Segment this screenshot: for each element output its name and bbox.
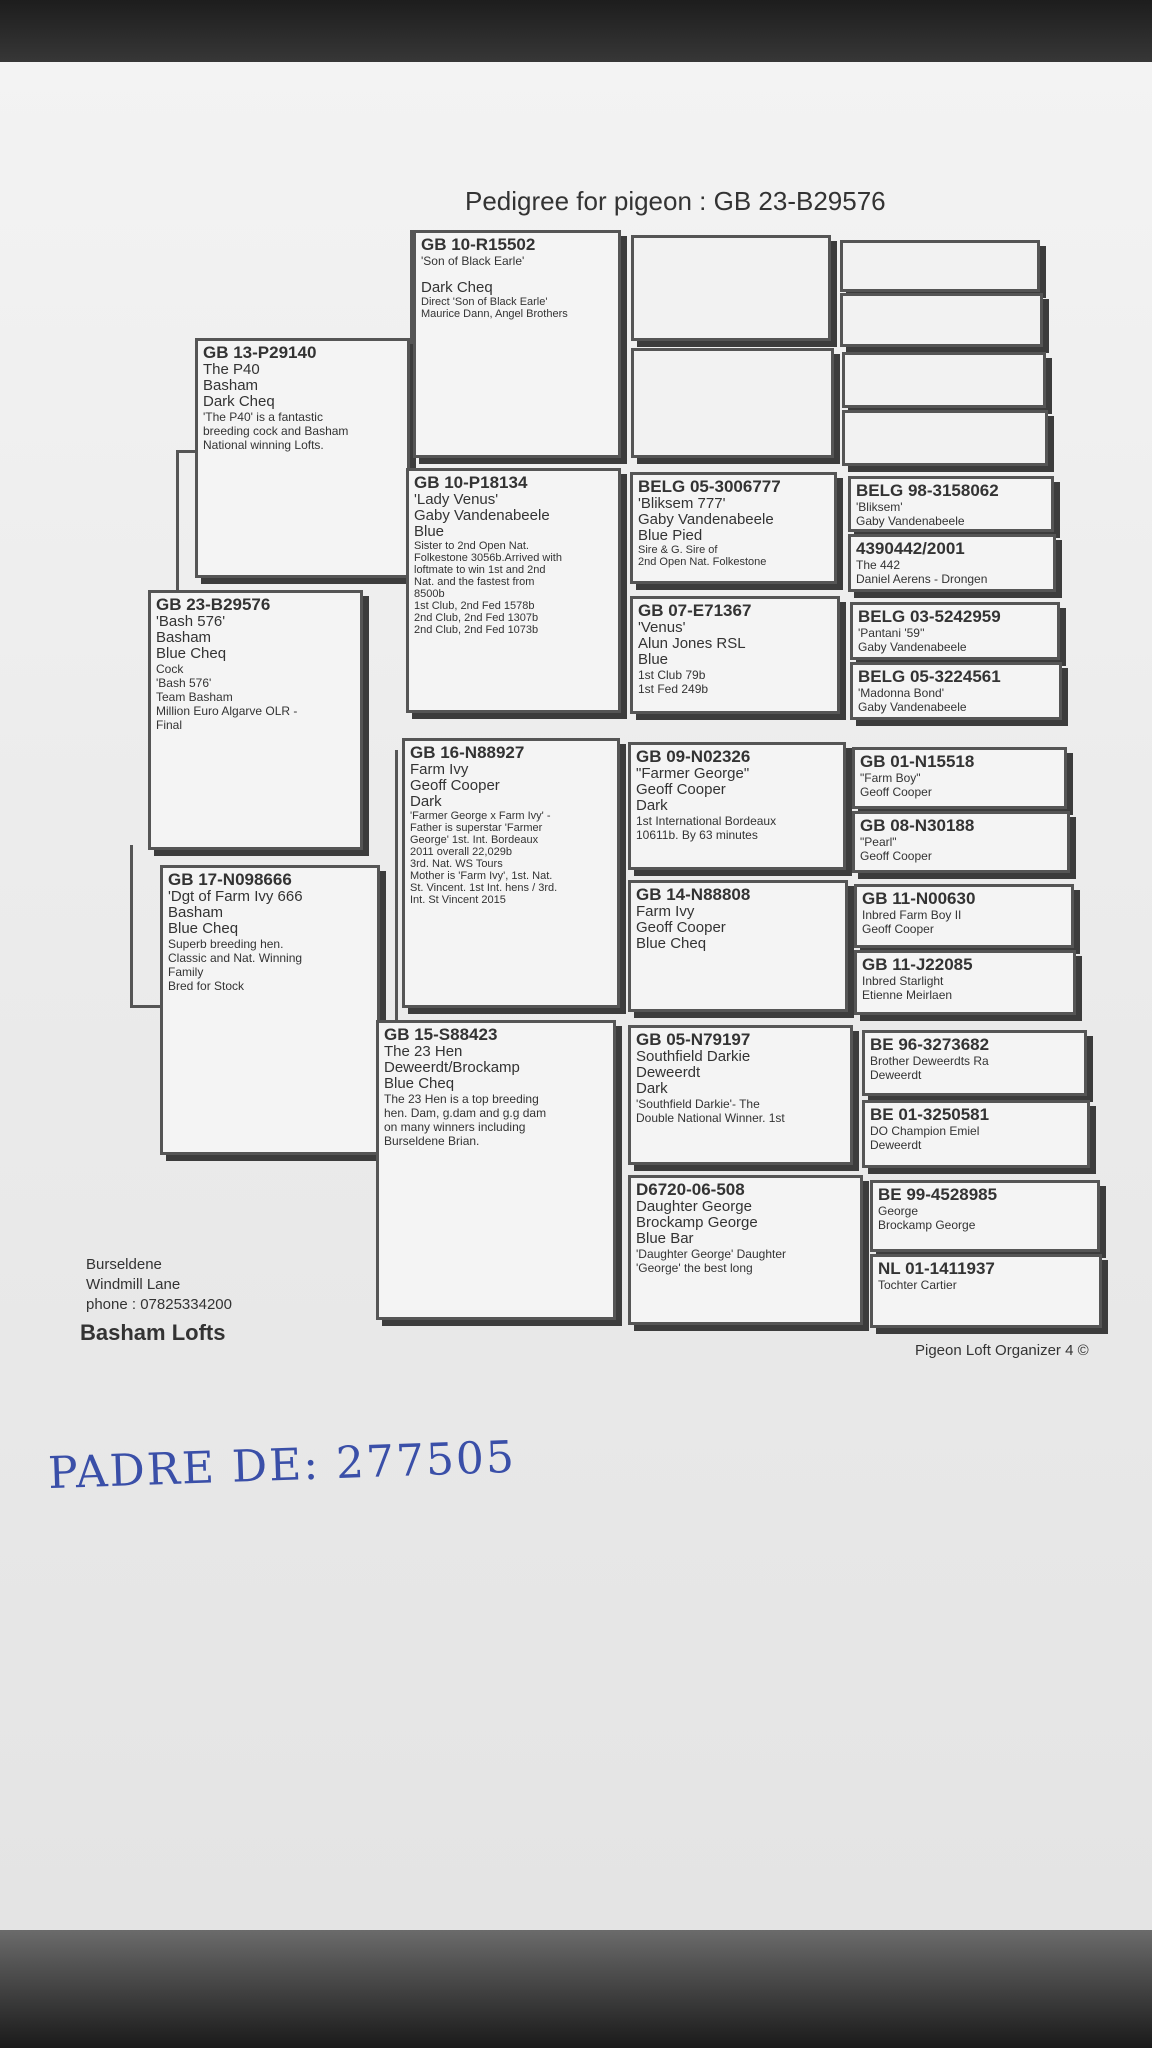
pigeon-id: GB 13-P29140 <box>203 343 317 362</box>
pigeon-name: Farm Ivy <box>410 761 469 778</box>
sire-dam-sire-card <box>630 472 837 584</box>
breeder: Gaby Vandenabeele <box>414 507 550 524</box>
great-grandparent-card <box>870 1254 1102 1328</box>
breeder: Gaby Vandenabeele <box>638 511 774 528</box>
note: 1st Fed 249b <box>638 682 709 696</box>
note: 8500b <box>414 588 445 600</box>
note: Mother is 'Farm Ivy', 1st. Nat. <box>410 870 553 882</box>
sire-sire-card <box>413 230 621 458</box>
note: Maurice Dann, Angel Brothers <box>421 308 568 320</box>
great-grandparent-card <box>854 950 1076 1015</box>
note: 3rd. Nat. WS Tours <box>410 858 503 870</box>
breeder: Deweerdt <box>870 1068 922 1082</box>
bottom-dark-band <box>0 1930 1152 2048</box>
dam-sire-sire-card <box>628 742 846 870</box>
colour: Dark Cheq <box>203 393 275 410</box>
pigeon-name: Farm Ivy <box>636 903 695 920</box>
note: breeding cock and Basham <box>203 424 349 438</box>
breeder: Gaby Vandenabeele <box>858 700 967 714</box>
sire-card <box>195 338 410 578</box>
pigeon-name: DO Champion Emiel <box>870 1124 980 1138</box>
colour: Blue Cheq <box>168 920 239 937</box>
pigeon-name: 'Pantani '59'' <box>858 626 925 640</box>
empty-card <box>840 240 1040 292</box>
note: St. Vincent. 1st Int. hens / 3rd. <box>410 882 558 894</box>
pigeon-id: GB 08-N30188 <box>860 816 975 835</box>
pigeon-name: 'Bash 576' <box>156 613 226 630</box>
pigeon-id: BELG 03-5242959 <box>858 607 1001 626</box>
note: Double National Winner. 1st <box>636 1111 785 1125</box>
pigeon-id: BELG 98-3158062 <box>856 481 999 500</box>
note: 'Bash 576' <box>156 676 212 690</box>
note: 2nd Club, 2nd Fed 1073b <box>414 624 539 636</box>
lofts-name: Basham Lofts <box>80 1320 226 1345</box>
great-grandparent-card <box>850 662 1062 720</box>
pigeon-id: BE 96-3273682 <box>870 1035 990 1054</box>
note: Million Euro Algarve OLR - <box>156 704 298 718</box>
great-grandparent-card <box>848 534 1056 592</box>
colour: Dark <box>636 1080 668 1097</box>
connector-line <box>130 1005 160 1008</box>
colour: Blue Pied <box>638 527 703 544</box>
great-grandparent-card <box>854 884 1074 948</box>
pigeon-id: GB 05-N79197 <box>636 1030 751 1049</box>
breeder: Geoff Cooper <box>636 781 726 798</box>
phone: phone : 07825334200 <box>86 1296 232 1313</box>
dam-dam-sire-card <box>628 1025 853 1165</box>
colour: Blue Cheq <box>156 645 227 662</box>
breeder: Geoff Cooper <box>862 922 934 936</box>
pigeon-id: GB 11-J22085 <box>862 955 973 974</box>
pigeon-id: GB 15-S88423 <box>384 1025 498 1044</box>
note: on many winners including <box>384 1120 526 1134</box>
note: 2nd Club, 2nd Fed 1307b <box>414 612 539 624</box>
breeder: Etienne Meirlaen <box>862 988 953 1002</box>
pigeon-id: BE 01-3250581 <box>870 1105 990 1124</box>
colour: Blue Cheq <box>384 1075 455 1092</box>
subject-card <box>148 590 363 850</box>
breeder: Geoff Cooper <box>636 919 726 936</box>
pigeon-id: GB 10-P18134 <box>414 473 528 492</box>
breeder: Brockamp George <box>878 1218 976 1232</box>
colour: Blue Cheq <box>636 935 707 952</box>
note: Nat. and the fastest from <box>414 576 535 588</box>
great-grandparent-card <box>852 811 1070 873</box>
colour: Dark <box>410 793 442 810</box>
pigeon-name: 'Son of Black Earle' <box>421 254 525 268</box>
pigeon-name: 'Dgt of Farm Ivy 666 <box>168 888 303 905</box>
pigeon-name: Southfield Darkie <box>636 1048 751 1065</box>
handwritten-note: PADRE DE: 277505 <box>47 1431 517 1500</box>
great-grandparent-card <box>870 1180 1100 1252</box>
pigeon-id: GB 07-E71367 <box>638 601 752 620</box>
note: 'Southfield Darkie'- The <box>636 1097 760 1111</box>
empty-card <box>842 352 1046 408</box>
note: Direct 'Son of Black Earle' <box>421 296 548 308</box>
pigeon-name: "Farmer George" <box>636 765 750 782</box>
dam-dam-card <box>376 1020 616 1320</box>
note: Folkestone 3056b.Arrived with <box>414 552 562 564</box>
note: 2nd Open Nat. Folkestone <box>638 556 767 568</box>
note: The 23 Hen is a top breeding <box>384 1092 539 1106</box>
pigeon-name: Inbred Starlight <box>862 974 944 988</box>
breeder: Brockamp George <box>636 1214 758 1231</box>
pigeon-id: GB 01-N15518 <box>860 752 975 771</box>
note: 1st Club, 2nd Fed 1578b <box>414 600 535 612</box>
address-line: Windmill Lane <box>86 1276 181 1293</box>
pigeon-id: D6720-06-508 <box>636 1180 745 1199</box>
note: Team Basham <box>156 690 233 704</box>
note: loftmate to win 1st and 2nd <box>414 564 546 576</box>
breeder: Basham <box>156 629 212 646</box>
colour: Blue <box>638 651 669 668</box>
note: Sister to 2nd Open Nat. <box>414 540 529 552</box>
breeder: Geoff Cooper <box>410 777 500 794</box>
pigeon-name: Brother Deweerdts Ra <box>870 1054 989 1068</box>
dam-card <box>160 865 380 1155</box>
software-credit: Pigeon Loft Organizer 4 © <box>915 1342 1089 1359</box>
note: Cock <box>156 662 184 676</box>
note: Sire & G. Sire of <box>638 544 718 556</box>
breeder: Gaby Vandenabeele <box>856 514 965 528</box>
pigeon-name: "Farm Boy" <box>860 771 921 785</box>
pigeon-name: 'Bliksem' <box>856 500 903 514</box>
sire-dam-dam-card <box>630 596 840 714</box>
note: 1st Club 79b <box>638 668 706 682</box>
breeder: Deweerdt <box>636 1064 701 1081</box>
breeder: Geoff Cooper <box>860 785 932 799</box>
great-grandparent-card <box>848 476 1054 532</box>
empty-card <box>631 348 834 458</box>
breeder: Geoff Cooper <box>860 849 932 863</box>
pigeon-id: GB 23-B29576 <box>156 595 271 614</box>
pigeon-id: GB 09-N02326 <box>636 747 751 766</box>
pigeon-name: Inbred Farm Boy II <box>862 908 962 922</box>
note: 'George' the best long <box>636 1261 753 1275</box>
note: 2011 overall 22,029b <box>410 846 512 858</box>
pigeon-name: 'Bliksem 777' <box>638 495 726 512</box>
sire-dam-card <box>406 468 621 713</box>
connector-line <box>395 750 398 1050</box>
pigeon-id: GB 17-N098666 <box>168 870 292 889</box>
note: Bred for Stock <box>168 979 245 993</box>
note: Burseldene Brian. <box>384 1134 480 1148</box>
pigeon-name: 'Madonna Bond' <box>858 686 944 700</box>
pigeon-id: GB 11-N00630 <box>862 889 976 908</box>
great-grandparent-card <box>862 1100 1090 1168</box>
top-dark-band <box>0 0 1152 70</box>
note: 'The P40' is a fantastic <box>203 410 323 424</box>
breeder: Basham <box>203 377 259 394</box>
pigeon-name: 'Lady Venus' <box>414 491 499 508</box>
breeder: Deweerdt <box>870 1138 922 1152</box>
breeder: Deweerdt/Brockamp <box>384 1059 520 1076</box>
note: 10611b. By 63 minutes <box>636 828 758 842</box>
dam-sire-card <box>402 738 620 1008</box>
note: Final <box>156 718 183 732</box>
connector-line <box>176 450 179 590</box>
dam-dam-dam-card <box>628 1175 863 1325</box>
pigeon-name: Daughter George <box>636 1198 752 1215</box>
pigeon-name: The 442 <box>856 558 901 572</box>
great-grandparent-card <box>852 747 1067 809</box>
owner-address <box>86 1255 232 1315</box>
note: 'Daughter George' Daughter <box>636 1247 787 1261</box>
breeder: Alun Jones RSL <box>638 635 746 652</box>
note: 'Farmer George x Farm Ivy' - <box>410 810 551 822</box>
pigeon-id: GB 16-N88927 <box>410 743 525 762</box>
breeder: Basham <box>168 904 224 921</box>
pigeon-id: BELG 05-3006777 <box>638 477 781 496</box>
note: Classic and Nat. Winning <box>168 951 303 965</box>
breeder: Daniel Aerens - Drongen <box>856 572 988 586</box>
colour: Dark <box>636 797 668 814</box>
empty-card <box>840 293 1043 347</box>
colour: Dark Cheq <box>421 279 493 296</box>
note: 1st International Bordeaux <box>636 814 777 828</box>
pigeon-name: George <box>878 1204 919 1218</box>
dam-sire-dam-card <box>628 880 848 1012</box>
colour: Blue Bar <box>636 1230 694 1247</box>
note: Father is superstar 'Farmer <box>410 822 543 834</box>
address-line: Burseldene <box>86 1256 162 1273</box>
pigeon-id: GB 10-R15502 <box>421 235 536 254</box>
note: Family <box>168 965 204 979</box>
note: George' 1st. Int. Bordeaux <box>410 834 539 846</box>
empty-card <box>842 410 1048 466</box>
great-grandparent-card <box>862 1030 1087 1096</box>
connector-line <box>176 450 196 453</box>
connector-line <box>130 845 133 1005</box>
pigeon-name: The 23 Hen <box>384 1043 463 1060</box>
pigeon-id: BELG 05-3224561 <box>858 667 1001 686</box>
pigeon-name: 'Venus' <box>638 619 686 636</box>
pigeon-id: GB 14-N88808 <box>636 885 751 904</box>
empty-card <box>631 235 831 341</box>
pigeon-id: BE 99-4528985 <box>878 1185 998 1204</box>
pigeon-name: Tochter Cartier <box>878 1278 957 1292</box>
great-grandparent-card <box>850 602 1060 660</box>
breeder: Gaby Vandenabeele <box>858 640 967 654</box>
pigeon-name: The P40 <box>203 361 260 378</box>
note: Superb breeding hen. <box>168 937 284 951</box>
note: hen. Dam, g.dam and g.g dam <box>384 1106 547 1120</box>
pigeon-id: 4390442/2001 <box>856 539 965 558</box>
pigeon-name: "Pearl" <box>860 835 897 849</box>
note: Int. St Vincent 2015 <box>410 894 506 906</box>
pigeon-id: NL 01-1411937 <box>878 1259 995 1278</box>
colour: Blue <box>414 523 445 540</box>
note: National winning Lofts. <box>203 438 324 452</box>
page-title: Pedigree for pigeon : GB 23-B29576 <box>465 186 886 216</box>
